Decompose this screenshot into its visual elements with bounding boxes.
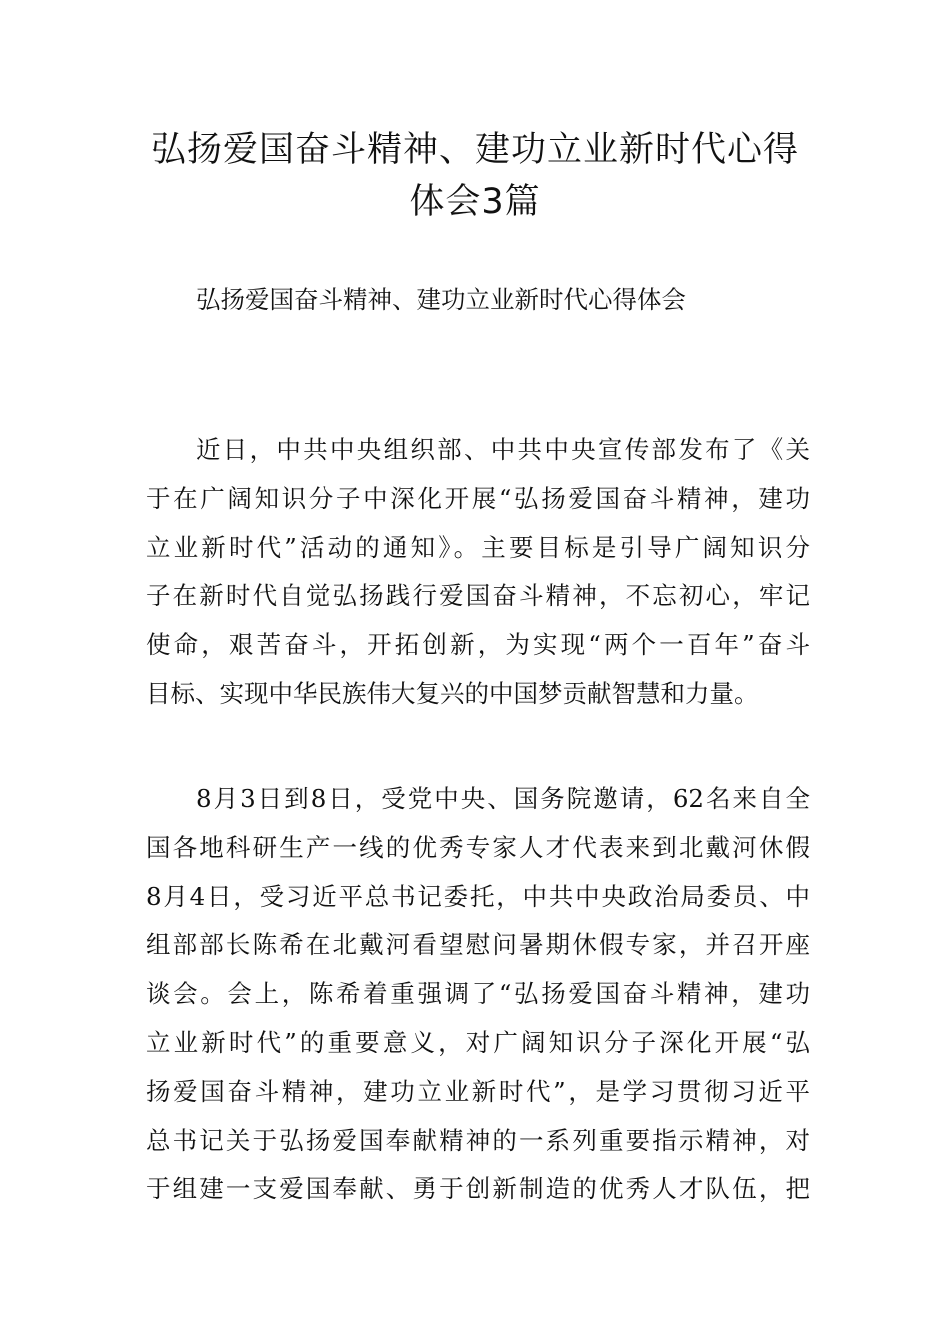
document-subtitle: 弘扬爱国奋斗精神、建功立业新时代心得体会 — [196, 285, 686, 314]
paragraph-line: 近日，中共中央组织部、中共中央宣传部发布了《关 — [196, 435, 810, 464]
body-paragraph — [146, 426, 810, 719]
paragraph-line: 组部部长陈希在北戴河看望慰问暑期休假专家，并召开座 — [146, 930, 810, 960]
title-line: 体会3篇 — [409, 182, 541, 222]
paragraph-line: 立业新时代”活动的通知》。主要目标是引导广阔知识分 — [146, 532, 810, 562]
title-line: 弘扬爱国奋斗精神、建功立业新时代心得 — [150, 130, 799, 170]
paragraph-line: 使命，艰苦奋斗，开拓创新，为实现“两个一百年”奋斗 — [146, 630, 810, 660]
paragraph-line: 子在新时代自觉弘扬践行爱国奋斗精神，不忘初心，牢记 — [146, 581, 810, 611]
paragraph-line: 8月3日到8日，受党中央、国务院邀请，62名来自全 — [196, 784, 810, 813]
paragraph-line: 谈会。会上，陈希着重强调了“弘扬爱国奋斗精神，建功 — [146, 979, 810, 1009]
document-title — [100, 124, 850, 228]
paragraph-line: 国各地科研生产一线的优秀专家人才代表来到北戴河休假 — [146, 832, 810, 862]
paragraph-line: 于组建一支爱国奉献、勇于创新制造的优秀人才队伍，把 — [146, 1174, 810, 1204]
paragraph-line: 立业新时代”的重要意义，对广阔知识分子深化开展“弘 — [146, 1027, 810, 1057]
paragraph-line: 目标、实现中华民族伟大复兴的中国梦贡献智慧和力量。 — [146, 678, 759, 708]
body-paragraph — [146, 775, 810, 1214]
paragraph-line: 于在广阔知识分子中深化开展“弘扬爱国奋斗精神，建功 — [146, 483, 810, 513]
paragraph-line: 8月4日，受习近平总书记委托，中共中央政治局委员、中 — [146, 881, 810, 911]
paragraph-line: 总书记关于弘扬爱国奉献精神的一系列重要指示精神，对 — [146, 1125, 810, 1155]
paragraph-line: 扬爱国奋斗精神，建功立业新时代”，是学习贯彻习近平 — [146, 1076, 810, 1106]
